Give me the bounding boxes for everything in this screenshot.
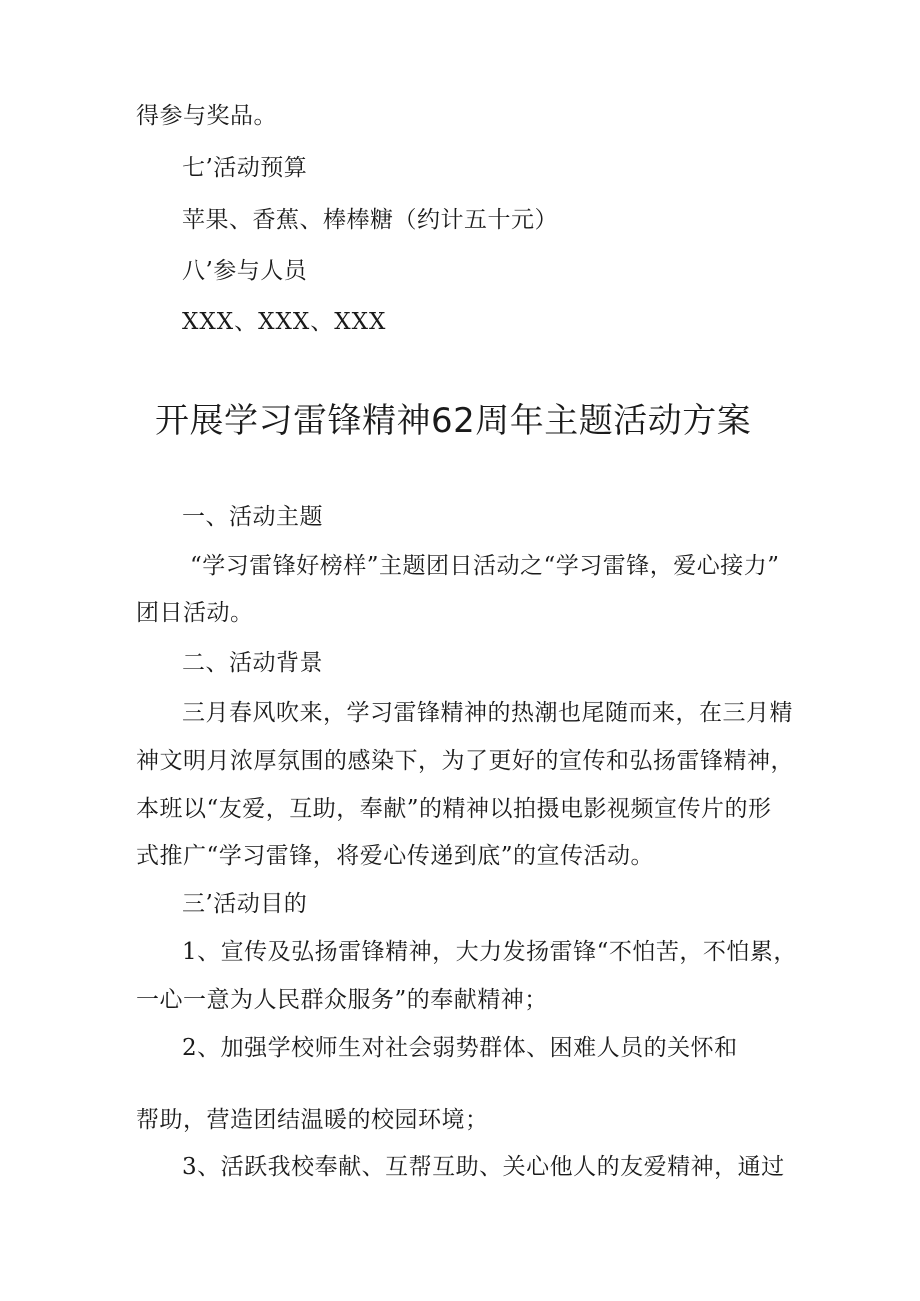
theme-line-2: 团日活动。 (136, 600, 254, 626)
document-title: 开展学习雷锋精神62周年主题活动方案 (155, 401, 752, 441)
budget-items: 苹果、香蕉、棒棒糖（约计五十元） (182, 207, 558, 233)
participants-heading: 八’参与人员 (182, 258, 308, 284)
theme-heading: 一、活动主题 (182, 504, 323, 530)
purpose-item-3-line-1: 3、活跃我校奉献、互帮互助、关心他人的友爱精神，通过 (182, 1154, 785, 1180)
budget-heading: 七’活动预算 (182, 155, 308, 181)
background-line-1: 三月春风吹来，学习雷锋精神的热潮也尾随而来，在三月精 (182, 700, 793, 726)
purpose-item-2-line-1: 2、加强学校师生对社会弱势群体、困难人员的关怀和 (182, 1035, 738, 1061)
purpose-item-1-line-1: 1、宣传及弘扬雷锋精神，大力发扬雷锋“不怕苦，不怕累， (182, 939, 797, 965)
theme-line-1: “学习雷锋好榜样”主题团日活动之“学习雷锋，爱心接力” (190, 553, 780, 579)
background-line-4: 式推广“学习雷锋，将爱心传递到底”的宣传活动。 (136, 843, 655, 869)
award-line: 得参与奖品。 (136, 103, 277, 129)
participants-names: XXX、XXX、XXX (182, 309, 387, 335)
purpose-heading: 三’活动目的 (182, 891, 308, 917)
background-line-3: 本班以“友爱，互助，奉献”的精神以拍摄电影视频宣传片的形 (136, 796, 772, 822)
purpose-item-2-line-2: 帮助，营造团结温暖的校园环境； (136, 1107, 489, 1133)
purpose-item-1-line-2: 一心一意为人民群众服务”的奉献精神； (136, 987, 548, 1013)
background-line-2: 神文明月浓厚氛围的感染下，为了更好的宣传和弘扬雷锋精神， (136, 748, 794, 774)
background-heading: 二、活动背景 (182, 650, 323, 676)
